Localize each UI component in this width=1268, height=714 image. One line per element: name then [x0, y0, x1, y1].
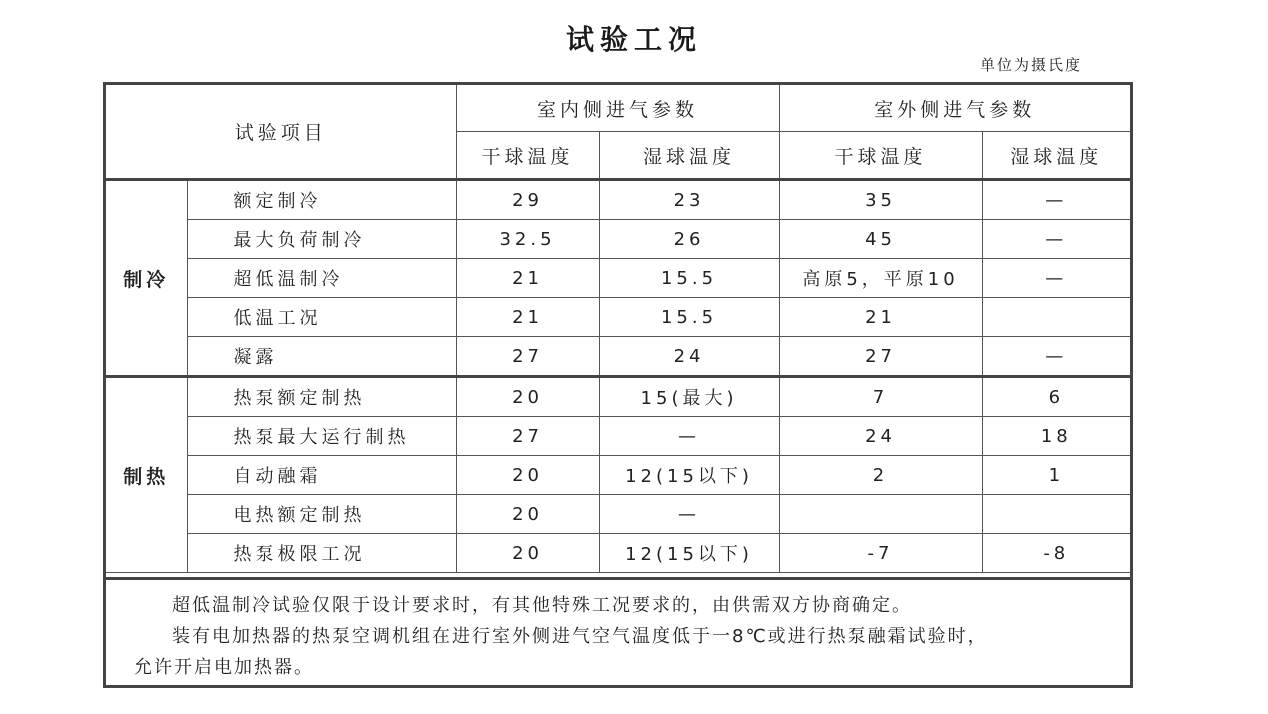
- row-label: 热泵最大运行制热: [187, 417, 456, 456]
- unit-note: 单位为摄氏度: [980, 56, 1083, 74]
- cell-indoor-wet: 15.5: [599, 298, 779, 337]
- header-indoor-dry: 干球温度: [456, 132, 599, 180]
- cell-outdoor-wet: 18: [982, 417, 1130, 456]
- cell-indoor-dry: 21: [456, 259, 599, 298]
- cell-indoor-wet: 15.5: [599, 259, 779, 298]
- cell-indoor-wet: 12(15以下): [599, 456, 779, 495]
- cell-indoor-dry: 29: [456, 180, 599, 220]
- note-line-3: 允许开启电加热器。: [134, 657, 314, 678]
- row-label: 最大负荷制冷: [187, 220, 456, 259]
- table-notes: [106, 577, 1130, 685]
- cell-indoor-wet: 12(15以下): [599, 534, 779, 573]
- cell-indoor-dry: 20: [456, 456, 599, 495]
- cell-outdoor-wet: —: [982, 337, 1130, 377]
- cell-outdoor-dry: 高原5，平原10: [779, 259, 982, 298]
- table-row: [106, 220, 1130, 259]
- row-label: 额定制冷: [187, 180, 456, 220]
- cell-outdoor-dry: 35: [779, 180, 982, 220]
- cell-outdoor-dry: 24: [779, 417, 982, 456]
- header-outdoor-wet: 湿球温度: [982, 132, 1130, 180]
- row-label: 热泵额定制热: [187, 377, 456, 417]
- group-label-heating: 制热: [106, 377, 187, 573]
- cell-outdoor-dry: 2: [779, 456, 982, 495]
- conditions-table-frame: [103, 82, 1133, 688]
- cell-outdoor-wet: —: [982, 180, 1130, 220]
- group-label-cooling: 制冷: [106, 180, 187, 377]
- table-row: [106, 337, 1130, 377]
- cell-indoor-wet: 23: [599, 180, 779, 220]
- cell-outdoor-wet: —: [982, 259, 1130, 298]
- header-item: 试验项目: [106, 85, 456, 180]
- cell-outdoor-dry: 7: [779, 377, 982, 417]
- table-row: [106, 534, 1130, 573]
- table-row: [106, 180, 1130, 220]
- cell-indoor-dry: 32.5: [456, 220, 599, 259]
- page-title: 试验工况: [565, 23, 702, 56]
- row-label: 低温工况: [187, 298, 456, 337]
- cell-outdoor-wet: -8: [982, 534, 1130, 573]
- cell-indoor-dry: 27: [456, 337, 599, 377]
- table-row: [106, 417, 1130, 456]
- cell-indoor-wet: —: [599, 417, 779, 456]
- cell-indoor-dry: 21: [456, 298, 599, 337]
- table-row: [106, 259, 1130, 298]
- cell-indoor-wet: —: [599, 495, 779, 534]
- cell-indoor-wet: 26: [599, 220, 779, 259]
- cell-outdoor-wet: —: [982, 220, 1130, 259]
- cell-indoor-wet: 24: [599, 337, 779, 377]
- cell-outdoor-dry: -7: [779, 534, 982, 573]
- header-indoor: 室内侧进气参数: [456, 85, 779, 132]
- table-row: [106, 495, 1130, 534]
- cell-indoor-dry: 27: [456, 417, 599, 456]
- cell-indoor-dry: 20: [456, 534, 599, 573]
- cell-outdoor-wet: 6: [982, 377, 1130, 417]
- row-label: 超低温制冷: [187, 259, 456, 298]
- header-outdoor-dry: 干球温度: [779, 132, 982, 180]
- cell-outdoor-dry: 27: [779, 337, 982, 377]
- cell-indoor-dry: 20: [456, 495, 599, 534]
- note-line-2: 装有电加热器的热泵空调机组在进行室外侧进气空气温度低于一8℃或进行热泵融霜试验时，: [172, 626, 988, 647]
- cell-outdoor-dry: 21: [779, 298, 982, 337]
- table-row: [106, 456, 1130, 495]
- note-line-1: 超低温制冷试验仅限于设计要求时，有其他特殊工况要求的，由供需双方协商确定。: [172, 595, 912, 616]
- table-row: [106, 298, 1130, 337]
- table-row: [106, 377, 1130, 417]
- conditions-table: [106, 85, 1130, 573]
- header-indoor-wet: 湿球温度: [599, 132, 779, 180]
- cell-indoor-wet: 15(最大): [599, 377, 779, 417]
- header-row-1: [106, 85, 1130, 132]
- cell-outdoor-wet: 1: [982, 456, 1130, 495]
- cell-outdoor-dry: 45: [779, 220, 982, 259]
- row-label: 电热额定制热: [187, 495, 456, 534]
- cell-outdoor-wet: [982, 298, 1130, 337]
- row-label: 自动融霜: [187, 456, 456, 495]
- cell-outdoor-wet: [982, 495, 1130, 534]
- header-outdoor: 室外侧进气参数: [779, 85, 1130, 132]
- row-label: 凝露: [187, 337, 456, 377]
- cell-indoor-dry: 20: [456, 377, 599, 417]
- cell-outdoor-dry: [779, 495, 982, 534]
- row-label: 热泵极限工况: [187, 534, 456, 573]
